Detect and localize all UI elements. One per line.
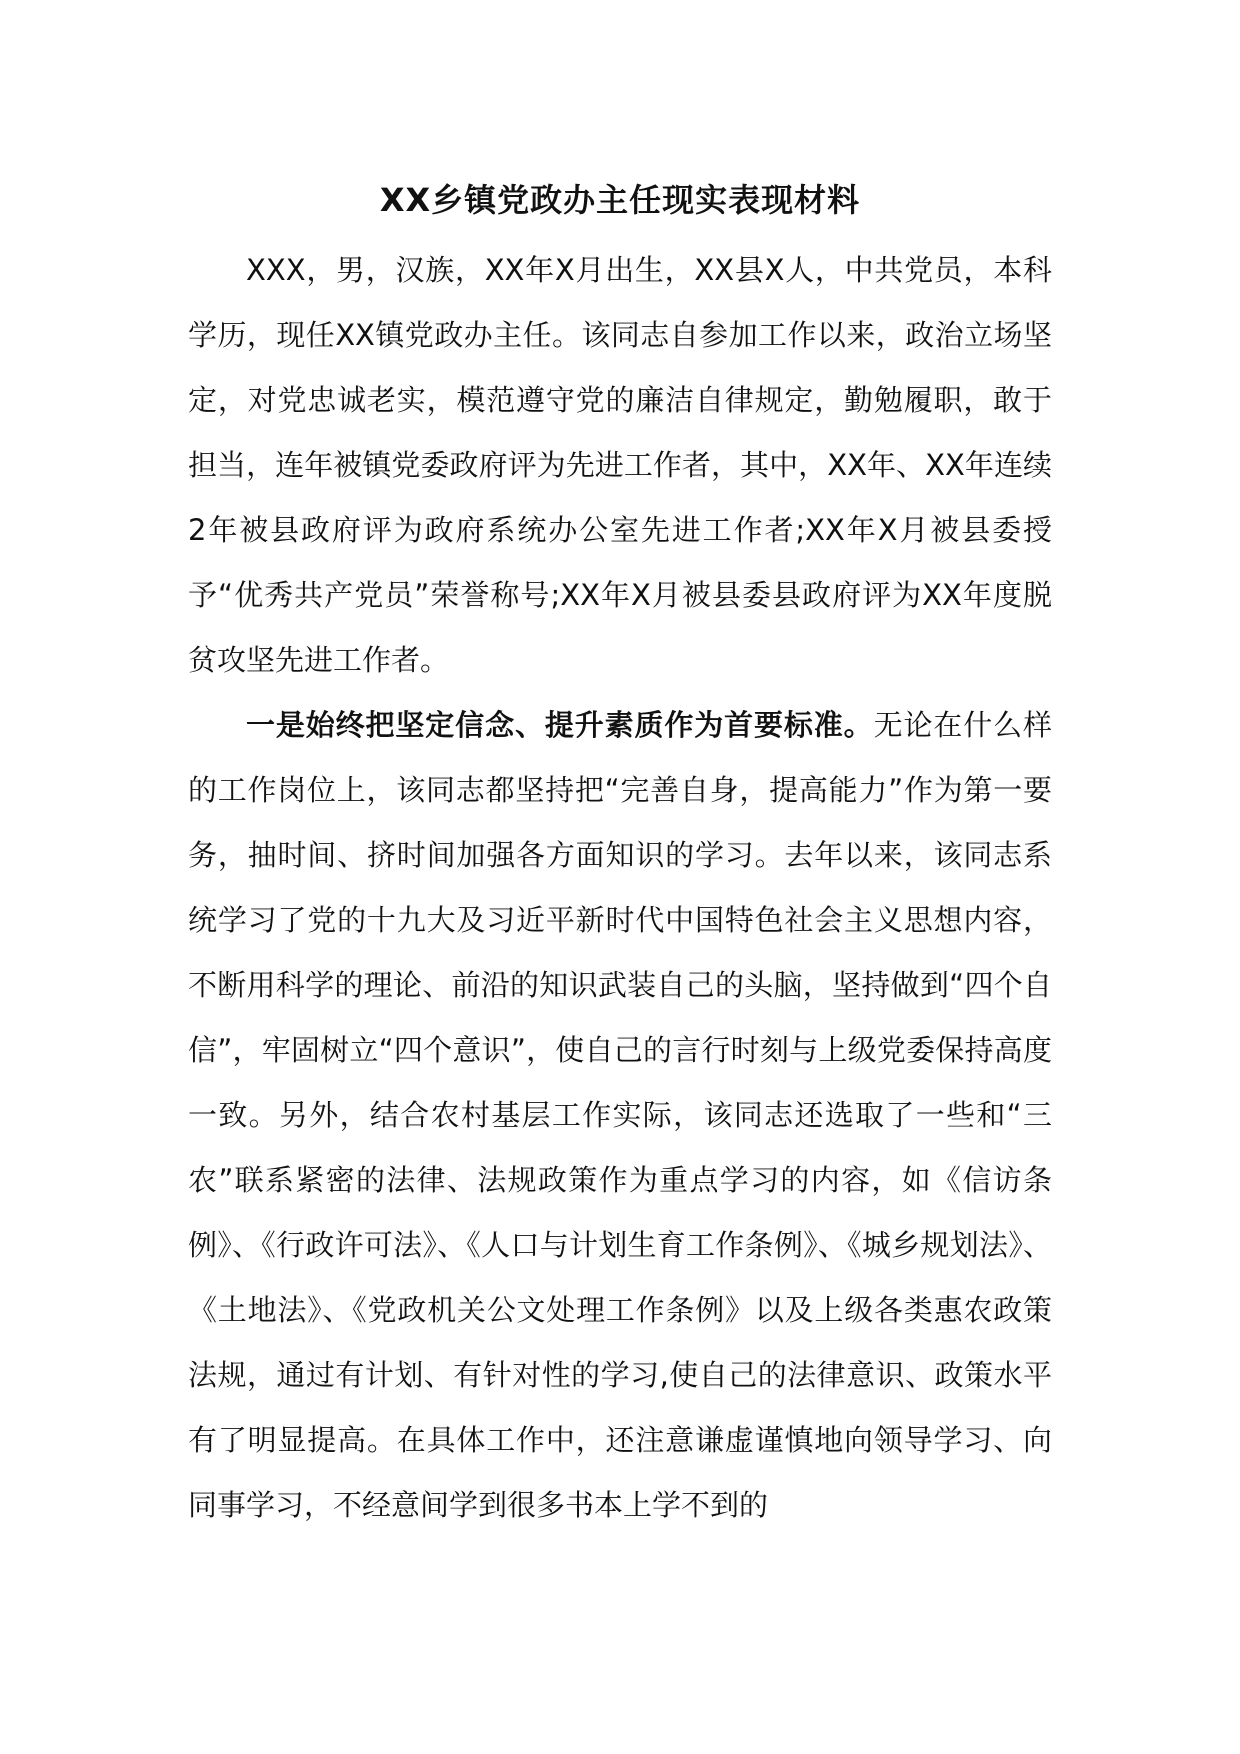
document-body	[188, 238, 1052, 1538]
section-1-paragraph	[188, 693, 1052, 1538]
document-title: XX乡镇党政办主任现实表现材料	[379, 181, 861, 219]
section-1-heading: 一是始终把坚定信念、提升素质作为首要标准。	[246, 708, 874, 742]
section-1-text: 无论在什么样的工作岗位上，该同志都坚持把“完善自身，提高能力”作为第一要务，抽时间、挤时间加强各方面知识的学习。去年以来，该同志系统学习了党的十九大及习近平新时代中国特色社会主义思想内容，不断用科学的理论、前沿的知识武装自己的头脑，坚持做到“四个自信”，牢固树立“四个意识”，使自己的言行时刻与上级党委保持高度一致。另外，结合农村基层工作实际，该同志还选取了一些和“三农”联系紧密的法律、法规政策作为重点学习的内容，如《信访条例》、《行政许可法》、《人口与计划生育工作条例》、《城乡规划法》、《土地法》、《党政机关公文处理工作条例》以及上级各类惠农政策法规，通过有计划、有针对性的学习,使自己的法律意识、政策水平有了明显提高。在具体工作中，还注意谦虚谨慎地向领导学习、向同事学习，不经意间学到很多书本上学不到的	[188, 708, 1052, 1522]
intro-paragraph: XXX，男，汉族，XX年X月出生，XX县X人，中共党员，本科学历，现任XX镇党政办主任。该同志自参加工作以来，政治立场坚定，对党忠诚老实，模范遵守党的廉洁自律规定，勤勉履职，敢于担当，连年被镇党委政府评为先进工作者，其中，XX年、XX年连续2年被县政府评为政府系统办公室先进工作者;XX年X月被县委授予“优秀共产党员”荣誉称号;XX年X月被县委县政府评为XX年度脱贫攻坚先进工作者。	[188, 253, 1052, 677]
